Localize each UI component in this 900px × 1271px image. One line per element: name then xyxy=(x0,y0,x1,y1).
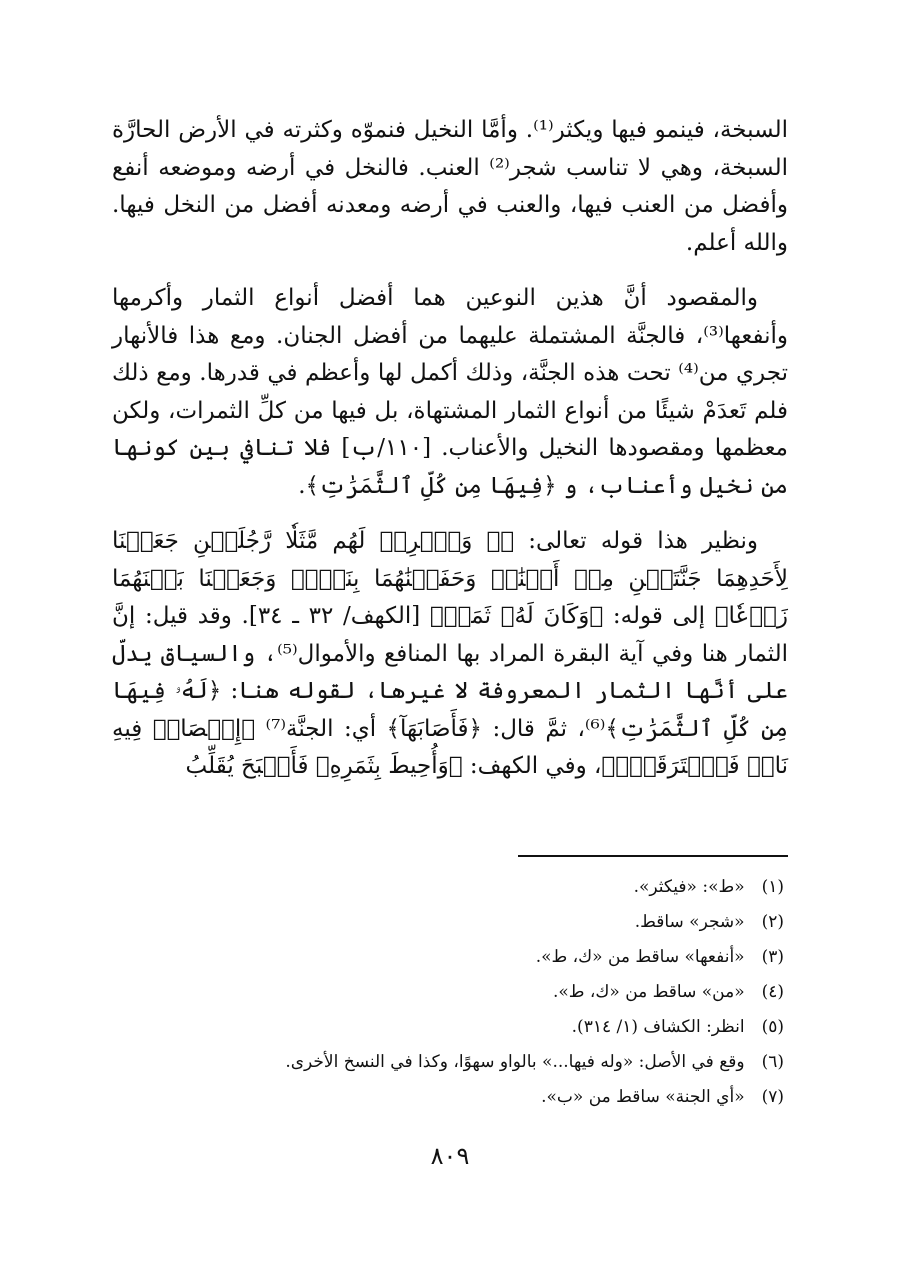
footnote-4 xyxy=(112,975,784,1010)
footnote-7 xyxy=(112,1080,784,1115)
footnote-number: (٤) xyxy=(761,982,784,1002)
footnote-number: (٣) xyxy=(761,947,784,967)
footnote-6 xyxy=(112,1045,784,1080)
footnote-number: (٥) xyxy=(761,1017,784,1037)
footnote-2 xyxy=(112,905,784,940)
paragraph-2: والمقصود أنَّ هذين النوعين هما أفضل أنواع الثمار وأكرمها وأنفعها⁽³⁾، فالجنَّة المشتملة عليهما من أفضل الجنان. ومع هذا فالأنهار تجري من⁽⁴⁾ تحت هذه الجنَّة، وذلك أكمل لها وأعظم في قدرها. ومع ذلك فلم تَعدَمْ شيئًا من أنواع الثمار المشتهاة، بل فيها من كلِّ الثمرات، ولكن معظمها ومقصودها النخيل والأعناب. [١١٠/ب] فلا تنافي بين كونها من نخيل وأعناب، و ﴿فِيهَا مِن كُلِّ ٱلثَّمَرَٰتِ﴾. xyxy=(112,285,788,499)
footnote-text: انظر: الكشاف (١/ ٣١٤). xyxy=(571,1017,745,1037)
footnote-3 xyxy=(112,940,784,975)
footnote-number: (٢) xyxy=(761,912,784,932)
footnote-number: (٧) xyxy=(761,1087,784,1107)
footnote-number: (٦) xyxy=(761,1052,784,1072)
footnote-text: «أنفعها» ساقط من «ك، ط». xyxy=(535,947,745,967)
main-text xyxy=(112,112,788,786)
footnote-1 xyxy=(112,870,784,905)
page-number: ٨٠٩ xyxy=(430,1142,470,1170)
footnote-text: وقع في الأصل: «وله فيها...» بالواو سهوًا، وكذا في النسخ الأخرى. xyxy=(285,1052,745,1072)
footnote-text: «من» ساقط من «ك، ط». xyxy=(552,982,745,1002)
footnotes xyxy=(112,870,784,1115)
footnote-text: «شجر» ساقط. xyxy=(634,912,745,932)
footnote-separator xyxy=(518,855,788,857)
paragraph-1: السبخة، فينمو فيها ويكثر⁽¹⁾. وأمَّا النخيل فنموّه وكثرته في الأرض الحارَّة السبخة، وهي لا تناسب شجر⁽²⁾ العنب. فالنخل في أرضه وموضعه أنفع وأفضل من العنب فيها، والعنب في أرضه ومعدنه أفضل من النخل فيها. والله أعلم. xyxy=(112,117,788,256)
footnote-text: «ط»: «فيكثر». xyxy=(633,877,745,897)
footnote-number: (١) xyxy=(761,877,784,897)
footnote-text: «أي الجنة» ساقط من «ب». xyxy=(541,1087,745,1107)
footnote-5 xyxy=(112,1010,784,1045)
paragraph-3: ونظير هذا قوله تعالى: ﴿۞ وَٱضۡرِبۡ لَهُم مَّثَلٗا رَّجُلَيۡنِ جَعَلۡنَا لِأَحَدِهِمَا جَنَّتَيۡنِ مِنۡ أَعۡنَٰبٖ وَحَفَفۡنَٰهُمَا بِنَخۡلٖ وَجَعَلۡنَا بَيۡنَهُمَا زَرۡعٗا﴾ إلى قوله: ﴿وَكَانَ لَهُۥ ثَمَرٞ﴾ [الكهف/ ٣٢ ـ ٣٤]. وقد قيل: إنَّ الثمار هنا وفي آية البقرة المراد بها المنافع والأموال⁽⁵⁾، والسياق يدلّ على أنَّها الثمار المعروفة لا غيرها، لقوله هنا: ﴿لَهُۥ فِيهَا مِن كُلِّ ٱلثَّمَرَٰتِ﴾⁽⁶⁾، ثمَّ قال: ﴿فَأَصَابَهَآ﴾ أي: الجنَّة⁽⁷⁾ ﴿إِعۡصَارٞ فِيهِ نَارٞ فَٱحۡتَرَقَتۡۗ﴾، وفي الكهف: ﴿وَأُحِيطَ بِثَمَرِهِۦ فَأَصۡبَحَ يُقَلِّبُ xyxy=(112,528,789,779)
